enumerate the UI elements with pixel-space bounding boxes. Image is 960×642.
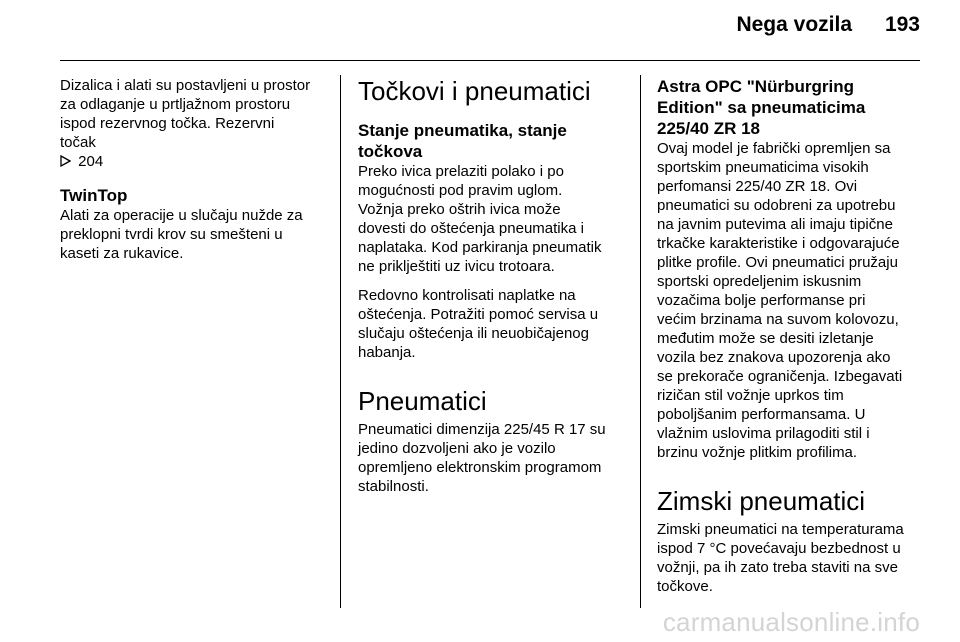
tyres-paragraph: Pneumatici dimenzija 225/45 R 17 su jedino dozvoljeni ako je vozilo opremljeno elektronskim programom stabilnosti. (358, 421, 606, 495)
column-divider-2 (640, 75, 641, 608)
winter-heading: Zimski pneumatici (657, 486, 866, 516)
opc-paragraph: Ovaj model je fabrički opremljen sa sportskim pneumaticima visokih perfomansi 225/40 ZR 18. Ovi pneumatici su odobreni za upotrebu na javnim putevima ali imaju tipične trkačke karakteristike i odgovarajuće plitke profile. Ovi pneumatici pružaju sportski opredeljenim iskusnim vozačima bolje performanse pri većim brzinama na suvom kolovozu, međutim može se desiti izletanje vozila bez znakova upozorenja ako se prekorače ograničenja. Izbegavati rizičan stil vožnje uprkos tim poboljšanim performansama. U vlažnim uslovima prilagoditi stil i brzinu vožnje plitkim profilima. (657, 140, 903, 461)
opc-heading: Astra OPC "Nürburgring Edition" sa pneumaticima 225/40 ZR 18 (657, 77, 866, 138)
column-1 (60, 76, 332, 273)
page-number: 193 (884, 13, 920, 36)
arrow-reference-icon (60, 155, 71, 167)
twintop-paragraph: Alati za operacije u slučaju nužde za preklopni tvrdi krov su smešteni u kaseti za rukavice. (60, 207, 303, 262)
winter-paragraph: Zimski pneumatici na temperaturama ispod 7 °C povećavaju bezbednost u vožnji, pa ih zato treba staviti na sve točkove. (657, 521, 904, 595)
tyres-heading: Pneumatici (358, 386, 487, 416)
column-2 (358, 76, 632, 506)
twintop-heading: TwinTop (60, 186, 128, 205)
intro-paragraph (60, 76, 332, 171)
intro-ref-page: 204 (74, 153, 104, 170)
condition-paragraph-2: Redovno kontrolisati naplatke na oštećenja. Potražiti pomoć servisa u slučaju oštećenja ili neuobičajenog habanja. (358, 287, 599, 361)
watermark: carmanualsonline.info (662, 607, 920, 637)
section-title: Nega vozila (736, 13, 852, 36)
condition-paragraph-1: Preko ivica prelaziti polako i po mogućnosti pod pravim uglom. Vožnja preko oštrih ivica može dovesti do oštećenja pneumatika i naplataka. Kod parkiranja pneumatik ne priklještiti uz ivicu trotoara. (358, 163, 602, 275)
condition-heading: Stanje pneumatika, stanje točkova (358, 121, 567, 161)
column-3 (657, 76, 923, 606)
header-rule (60, 60, 920, 61)
main-heading: Točkovi i pneumatici (358, 76, 591, 106)
intro-text: Dizalica i alati su postavljeni u prostor za odlaganje u prtljažnom prostoru ispod rezervnog točka. Rezervni točak (60, 77, 311, 151)
column-divider-1 (340, 75, 341, 608)
